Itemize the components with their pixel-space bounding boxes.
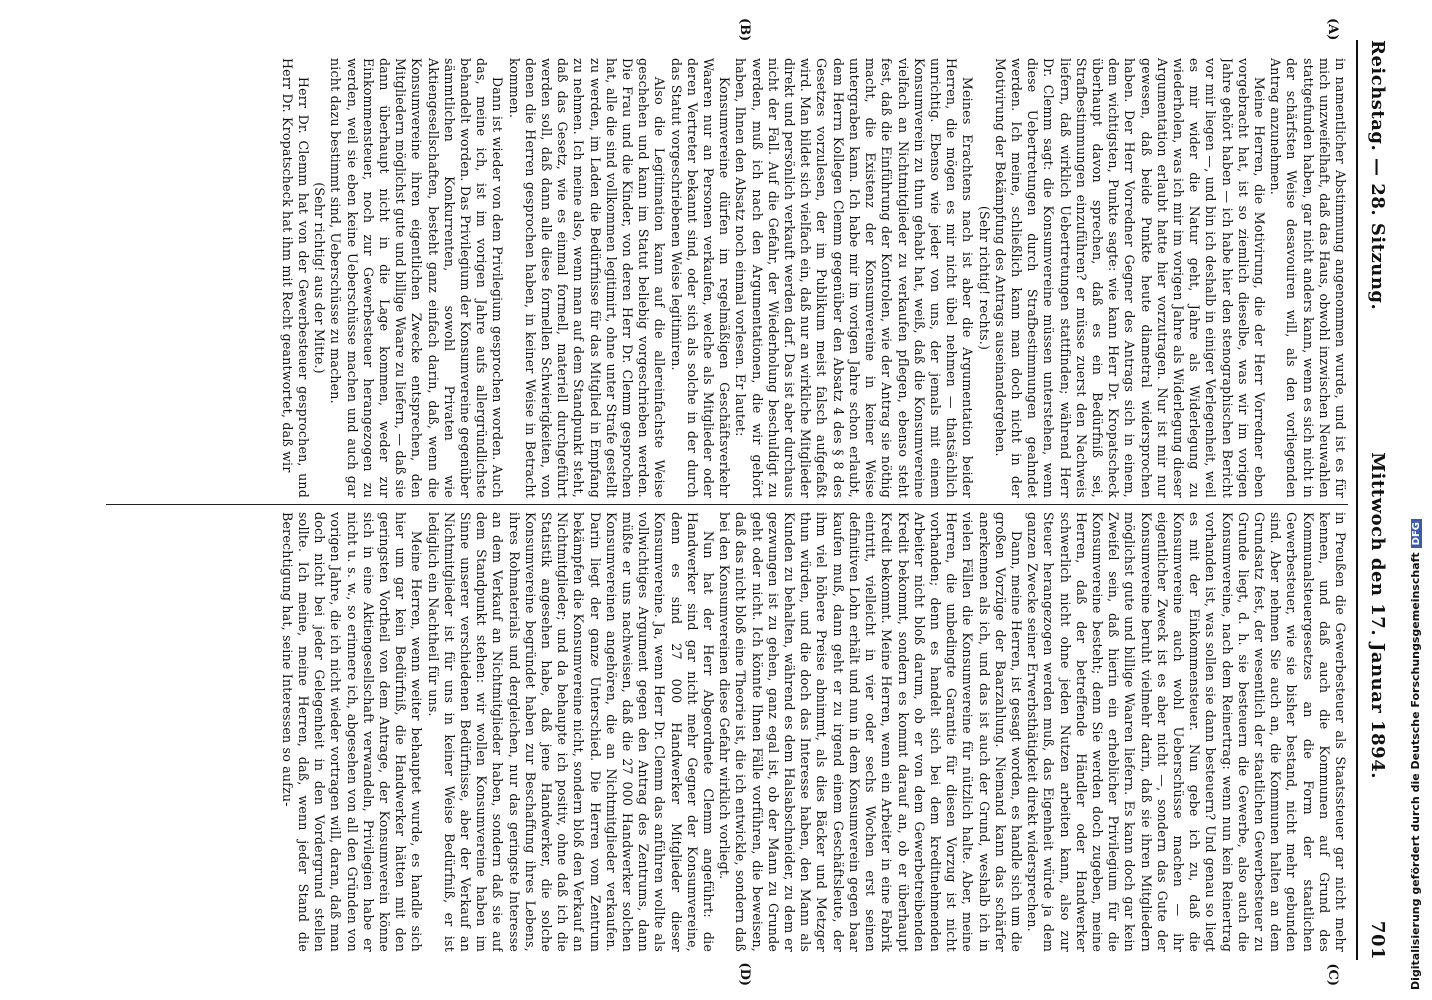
paragraph: (Sehr richtig! rechts.) [976,205,992,351]
paragraph: Meines Erachtens nach ist aber die Argumentation beider Herren, die mögen es mir nicht übel nehmen — thatsächlich unrichtig. Ebenso wie jeder von uns, der jemals mit einem Konsumverein zu thun gehabt hat, weiß, daß die Konsumvereine vielfach an Nichtmitglieder zu verkaufen pflegen, ebenso steht fest, daß die Einführung der Kontrolen, wie der Antrag sie nöthig macht, die Existenz der Konsumvereine in keiner Weise untergraben kann. Ich habe mir im vorigen Jahre schon erlaubt, dem Herrn Kollegen Clemm gegenüber den Absatz 4 des § 8 des Gesetzes vorzulesen, der im Publikum meist falsch aufgefaßt wird. Man bildet sich vielfach ein, daß nur an wirkliche Mitglieder direkt und persönlich verkauft werden darf. Das ist aber durchaus nicht der Fall. Auf die Gefahr, der Wiederholung beschuldigt zu werden, muß ich nach den Argumentationen, die wir gehört haben, Ihnen den Absatz noch einmal vorlesen. Er lautet: [733,58,976,498]
paragraph: Meine Herren, die Motivirung, die der Herr Vorredner eben vorgebracht hat, ist so ziemlich dieselbe, was wir im vorigen Jahre gehört haben — ich habe hier den stenographischen Bericht vor mir liegen —, und bin ich deshalb in einiger Verlegenheit, weil es mir wider die Natur geht, Jahre als Widerlegung zu wiederholen, was ich mir im vorigen Jahre als Widerlegung dieser Argumentation erlaubt hatte hier vorzutragen. Nur ist mir nur gewesen, daß beide Punkte heute diametral widersprochen haben. Der Herr Vorredner Gegner des Antrags sich in einem, dem wichtigsten, Punkte sagte: wie kann Herr Dr. Kropatscheck überhaupt davon sprechen, daß es ein Bedürfniß sei, Strafbestimmungen einzuführen? er müsse zuerst den Nachweis liefern, daß wirklich Uebertretungen stattfinden; während Herr Dr. Clemm sagt: die Konsumvereine müssen unterstehen, wenn diese Uebertretungen durch Strafbestimmungen geahndet werden. Ich meine, schließlich kann man doch nicht in der Motivirung der Bekämpfung des Antrags auseinandergehen. [992,58,1267,498]
page-number: 701 [1367,920,1389,960]
newspaper-page [66,0,1432,1000]
paragraph: Herr Dr. Clemm hat von der Gewerbesteuer gesprochen, und Herr Dr. Kropatscheck hat ihm mit Recht geantwortet, daß wir [279,58,311,498]
paragraph: in namentlicher Abstimmung angenommen wurde, und ist es für mich unzweifelhaft, daß das Haus, obwohl inzwischen Neuwahlen stattgefunden haben, gar nicht anders kann, wenn es sich nicht in der schärfsten Weise desavouiren will, als den vorliegenden Antrag anzunehmen. [1268,58,1348,498]
digitization-credit-text: Digitalisierung gefördert durch die Deutsche Forschungsgemeinschaft [1409,552,1422,990]
paragraph: Meine Herren, wenn weiter behauptet wurde, es handle sich hier um gar kein Bedürfniß, die Handwerker hätten mit den geringsten Vortheil von dem Antrage, der Konsumverein könne sich in eine Aktiengesellschaft verwandeln, Privilegien habe er nicht u. s. w., so erinnere ich, abgesehen von all den Gründen von vorigen Jahre, die ich nicht wieder vortragen will, daran, daß man doch nicht bei jeder Gelegenheit in den Vordergrund stellen sollte. Ich meine, meine Herren, daß, wenn jeder Stand die Berechtigung hat, seine Interessen so aufzu- [279,512,425,952]
margin-marker-c: (C) [1325,963,1340,986]
text-column-right [106,512,1348,952]
paragraph: Also die Legitimation kann auf die allereinfachste Weise geschehen und kann im Statut beliebig vorgeschrieben werden. Die Frau und die Kinder, von deren Herr Dr. Clemm gesprochen hat, alle die sind vollkommen legitimirt, ohne unter Strafe gestellt zu werden, im Laden die Bedürfnisse für das Mitglied in Empfang zu nehmen. Ich meine also, wenn man auf dem Standpunkt steht, daß das Gesetz, wie es einmal formell, materiell durchgeführt werden soll, daß dann alle diese formellen Schwierigkeiten, von denen die Herren gesprochen haben, in keiner Weise in Betracht kommen. [506,58,668,498]
margin-marker-b: (B) [737,18,752,42]
column-divider [106,504,1348,505]
margin-marker-d: (D) [737,962,752,986]
header-chamber-session: Reichstag. — 28. Sitzung. [1367,40,1389,311]
paragraph: Dann, meine Herren, ist gesagt worden, es handle sich um die großen Vorzüge der Baarzahlung. Niemand kann das schärfer anerkennen als ich, und das ist auch der Grund, weshalb ich in vielen Fällen die Konsumvereine für nützlich halte. Aber, meine Herren, die unbedingte Garantie für diesen Vorzug ist nicht vorhanden; denn es handelt sich bei dem kreditnehmenden Arbeiter nicht bloß darum, ob er von dem Gewerbetreibenden Kredit bekommt, sondern es kommt darauf an, ob er überhaupt Kredit bekommt. Meine Herren, wenn ein Arbeiter in eine Fabrik eintritt, vielleicht in vier oder sechs Wochen erst seinen definitiven Lohn erhält und nun in dem Konsumverein gegen baar kaufen muß, dann geht er zu irgend einem Geschäftsleute, der ihm viel höhere Preise abnimmt, als dies Bäcker und Metzger thun würden, und die doch das Interesse haben, den Mann als Kunden zu behalten, während es dem Halsabschneider, zu dem er gezwungen ist zu gehen, ganz egal ist, ob der Mann zu Grunde geht oder nicht. Ich könnte Ihnen Fälle vorführen, die beweisen, daß das nicht bloß eine Theorie ist, die ich entwickle, sondern daß bei den Konsumvereinen diese Gefahr wirklich vorliegt. [717,512,1024,952]
paragraph: (Sehr richtig! aus der Mitte.) [312,182,328,374]
digitization-credit-strip [1406,0,1432,1000]
margin-marker-a: (A) [1325,18,1340,41]
header-rule [1356,40,1358,960]
page-header [1362,40,1394,960]
dfg-logo: DFG [1411,519,1422,548]
digitization-credit [1409,10,1422,990]
text-column-left [106,58,1348,498]
paragraph: Dann ist wieder von dem Privilegium gesprochen worden. Auch das, meine ich, ist im vorigen Jahre aufs allergründlichste behandelt worden. Das Privilegium der Konsumvereine gegenüber sämmtlichen Konkurrenten, sowohl Privaten wie Aktiengesellschaften, besteht ganz einfach darin, daß, wenn die Konsumvereine ihren eigentlichen Zwecke entsprechen, den Mitgliedern möglichst gute und billige Waare zu liefern, — daß sie dann überhaupt nicht in die Lage kommen, weder zur Einkommensteuer, noch zur Gewerbesteuer herangezogen zu werden, weil sie eben keine Ueberschüsse machen und auch gar nicht dazu bestimmt sind, Ueberschüsse zu machen. [328,58,506,498]
paragraph: Nun hat der Herr Abgeordnete Clemm angeführt: die Handwerker sind gar nicht mehr Gegner der Konsumvereine, denn es sind 27 000 Handwerker Mitglieder dieser Konsumvereine. Ja, wenn Herr Dr. Clemm das anführen wollte als vollwichtiges Argument gegen den Antrag des Zentrums, dann müßte er uns nachweisen, daß die 27 000 Handwerker solchen Konsumvereinen angehören, die an Nichtmitglieder verkaufen. Darin liegt der ganze Unterschied. Die Herren vom Zentrum bekämpfen die Konsumvereine nicht, sondern bloß den Verkauf an Nichtmitglieder; und da behaupte ich positiv, ohne daß ich die Statistik angesehen habe, daß jene Handwerker, die solche Konsumvereine begründet haben zur Beschaffung ihres Lebens, ihres Rohmaterials und dergleichen, nur das geringste Interesse an dem Verkauf an Nichtmitglieder haben, sondern daß sie auf dem Standpunkt stehen: wir wollen Konsumvereine haben im Sinne unserer verschiedenen Bedürfnisse, aber der Verkauf an Nichtmitglieder ist für uns in keiner Weise Bedürfniß, er ist lediglich ein Nachtheil für uns. [425,512,717,952]
paragraph: Konsumvereine dürfen im regelmäßigen Geschäftsverkehr Waaren nur an Personen verkaufen, welche als Mitglieder oder deren Vertreter bekannt sind, oder sich als solche in der durch das Statut vorgeschriebenen Weise legitimiren. [668,58,733,498]
paragraph: in Preußen die Gewerbesteuer als Staatssteuer gar nicht mehr kennen, und daß auch die Kommunen auf Grund des Kommunalsteuergesetzes an die Form der staatlichen Gewerbesteuer, wie sie bisher bestand, nicht mehr gebunden sind. Aber nehmen Sie auch an, die Kommunen halten an dem Grundsatz fest, der wesentlich der staatlichen Gewerbesteuer zu Grunde liegt, d. h. sie besteuern die Gewerbe, also auch die Konsumvereine, nach dem Reinertrag: wenn nun kein Reinertrag vorhanden ist, was sollen sie dann besteuern? Und genau so liegt es mit der Einkommensteuer. Nun gebe ich zu, daß die Konsumvereine auch wohl Ueberschüsse machen — ihr eigentlicher Zweck ist es aber nicht —, sondern das Gute der Konsumvereine beruht vielmehr darin, daß sie ihren Mitgliedern möglichst gute und billige Waaren liefern. Es kann doch gar kein Zweifel sein, daß hierin ein erheblicher Privilegium für die Konsumvereine besteht; denn Sie werden doch zugeben, meine Herren, daß der betreffende Händler oder Handwerker schwerlich nicht ohne jeden Nutzen arbeiten kann, also zur Steuer herangezogen werden muß, das Eigenheit würde ja dem ganzen Zwecke seiner Erwerbsthätigkeit direkt widersprechen. [1025,512,1348,952]
header-date: Mittwoch den 17. Januar 1894. [1367,452,1389,779]
